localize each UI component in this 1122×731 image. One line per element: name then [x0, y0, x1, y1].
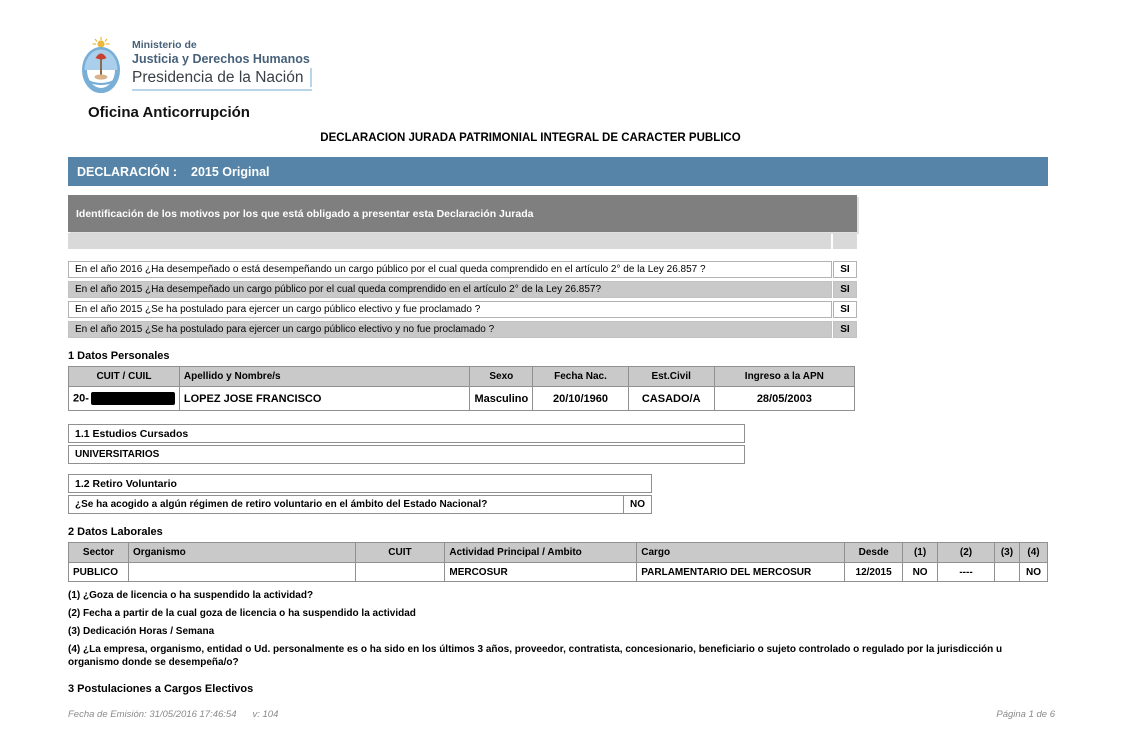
motives-row — [68, 281, 857, 298]
answer-value: SI — [833, 321, 857, 338]
column-header: Ingreso a la APN — [714, 367, 854, 387]
section-title-labor-data: 2 Datos Laborales — [68, 526, 163, 538]
declaration-label: DECLARACIÓN : — [77, 164, 177, 179]
personal-data-table — [68, 366, 855, 411]
ministry-line-2: Justicia y Derechos Humanos — [132, 52, 310, 66]
footnote-3: (3) Dedicación Horas / Semana — [68, 626, 215, 637]
cuit-cell — [69, 387, 180, 411]
column-header: (1) — [903, 543, 938, 563]
birthdate-cell: 20/10/1960 — [533, 387, 628, 411]
emission-date: Fecha de Emisión: 31/05/2016 17:46:54 — [68, 709, 237, 720]
retirement-answer: NO — [624, 495, 652, 514]
name-cell: LOPEZ JOSE FRANCISCO — [179, 387, 469, 411]
column-header: Desde — [845, 543, 903, 563]
column-header: CUIT — [355, 543, 445, 563]
column-header: Est.Civil — [628, 367, 714, 387]
flag4-cell: NO — [1019, 563, 1047, 582]
flag3-cell — [994, 563, 1019, 582]
answer-value: SI — [833, 281, 857, 298]
apn-entry-cell: 28/05/2003 — [714, 387, 854, 411]
column-header: CUIT / CUIL — [69, 367, 180, 387]
column-header: (3) — [994, 543, 1019, 563]
column-header: Fecha Nac. — [533, 367, 628, 387]
document-title: DECLARACION JURADA PATRIMONIAL INTEGRAL DE CARACTER PUBLICO — [320, 132, 741, 144]
retirement-row — [68, 495, 652, 514]
motives-row — [68, 301, 857, 318]
ministry-line-3: Presidencia de la Nación — [132, 68, 312, 87]
motives-row — [68, 321, 857, 338]
cuit-prefix: 20- — [73, 392, 89, 405]
question-text: En el año 2015 ¿Ha desempeñado un cargo público por el cual queda comprendido en el artículo 2° de la Ley 26.857? — [68, 281, 832, 298]
declaration-value: 2015 Original — [191, 164, 270, 179]
question-text: En el año 2016 ¿Ha desempeñado o está desempeñando un cargo público por el cual queda comprendido en el artículo 2° de la Ley 26.857 ? — [68, 261, 832, 278]
section-title-studies: 1.1 Estudios Cursados — [68, 424, 745, 443]
answer-value: SI — [833, 261, 857, 278]
declaration-bar — [68, 157, 1048, 186]
motives-question-list — [68, 261, 857, 338]
column-header: Sector — [69, 543, 129, 563]
ministry-name-block — [132, 39, 312, 91]
page-footer — [68, 709, 1055, 720]
motives-empty-row — [68, 233, 857, 249]
footnote-4: (4) ¿La empresa, organismo, entidad o Ud. personalmente es o ha sido en los últimos 3 años, proveedor, contratista, concesionario, beneficiario o sujeto controlado o regulado por la jurisdicción u organismo donde se desempeña/o? — [68, 644, 1003, 668]
flag2-cell: ---- — [938, 563, 995, 582]
studies-value: UNIVERSITARIOS — [68, 445, 745, 464]
sun-icon — [97, 40, 104, 47]
civil-status-cell: CASADO/A — [628, 387, 714, 411]
section-title-electoral-candidacies: 3 Postulaciones a Cargos Electivos — [68, 683, 254, 695]
column-header: Organismo — [128, 543, 355, 563]
section-title-personal-data: 1 Datos Personales — [68, 350, 170, 362]
organism-cell — [128, 563, 355, 582]
table-row — [69, 563, 1048, 582]
retirement-question: ¿Se ha acogido a algún régimen de retiro voluntario en el ámbito del Estado Nacional? — [68, 495, 624, 514]
version-label: v: 104 — [252, 709, 279, 720]
hands-icon — [95, 74, 108, 79]
motives-section — [68, 195, 857, 338]
column-header: (2) — [938, 543, 995, 563]
table-header-row — [69, 543, 1048, 563]
motives-section-header: Identificación de los motivos por los que está obligado a presentar esta Declaración Jurada — [68, 195, 857, 232]
since-cell: 12/2015 — [845, 563, 903, 582]
flag1-cell: NO — [903, 563, 938, 582]
footnote-1: (1) ¿Goza de licencia o ha suspendido la actividad? — [68, 590, 314, 601]
column-header: Actividad Principal / Ambito — [445, 543, 637, 563]
section-title-retirement: 1.2 Retiro Voluntario — [68, 474, 652, 493]
position-cell: PARLAMENTARIO DEL MERCOSUR — [637, 563, 845, 582]
motives-row — [68, 261, 857, 278]
page-number: Página 1 de 6 — [996, 709, 1055, 720]
coat-of-arms-icon — [75, 36, 127, 99]
motives-empty-answer-cell — [833, 233, 857, 249]
ministry-line-1: Ministerio de — [132, 39, 197, 51]
cuit-cell — [355, 563, 445, 582]
table-row — [69, 387, 855, 411]
motives-empty-question-cell — [68, 233, 831, 249]
office-title: Oficina Anticorrupción — [88, 104, 250, 121]
column-header: Sexo — [470, 367, 533, 387]
sector-cell: PUBLICO — [69, 563, 129, 582]
column-header: Apellido y Nombre/s — [179, 367, 469, 387]
sex-cell: Masculino — [470, 387, 533, 411]
answer-value: SI — [833, 301, 857, 318]
government-header — [75, 36, 1122, 99]
column-header: (4) — [1019, 543, 1047, 563]
footnotes — [68, 589, 1008, 669]
question-text: En el año 2015 ¿Se ha postulado para ejercer un cargo público electivo y fue proclamado ? — [68, 301, 832, 318]
table-header-row — [69, 367, 855, 387]
footnote-2: (2) Fecha a partir de la cual goza de licencia o ha suspendido la actividad — [68, 608, 416, 619]
column-header: Cargo — [637, 543, 845, 563]
footer-emission-block — [68, 709, 278, 720]
labor-data-table — [68, 542, 1048, 582]
redaction-box — [91, 392, 175, 405]
activity-cell: MERCOSUR — [445, 563, 637, 582]
question-text: En el año 2015 ¿Se ha postulado para ejercer un cargo público electivo y no fue proclamado ? — [68, 321, 832, 338]
